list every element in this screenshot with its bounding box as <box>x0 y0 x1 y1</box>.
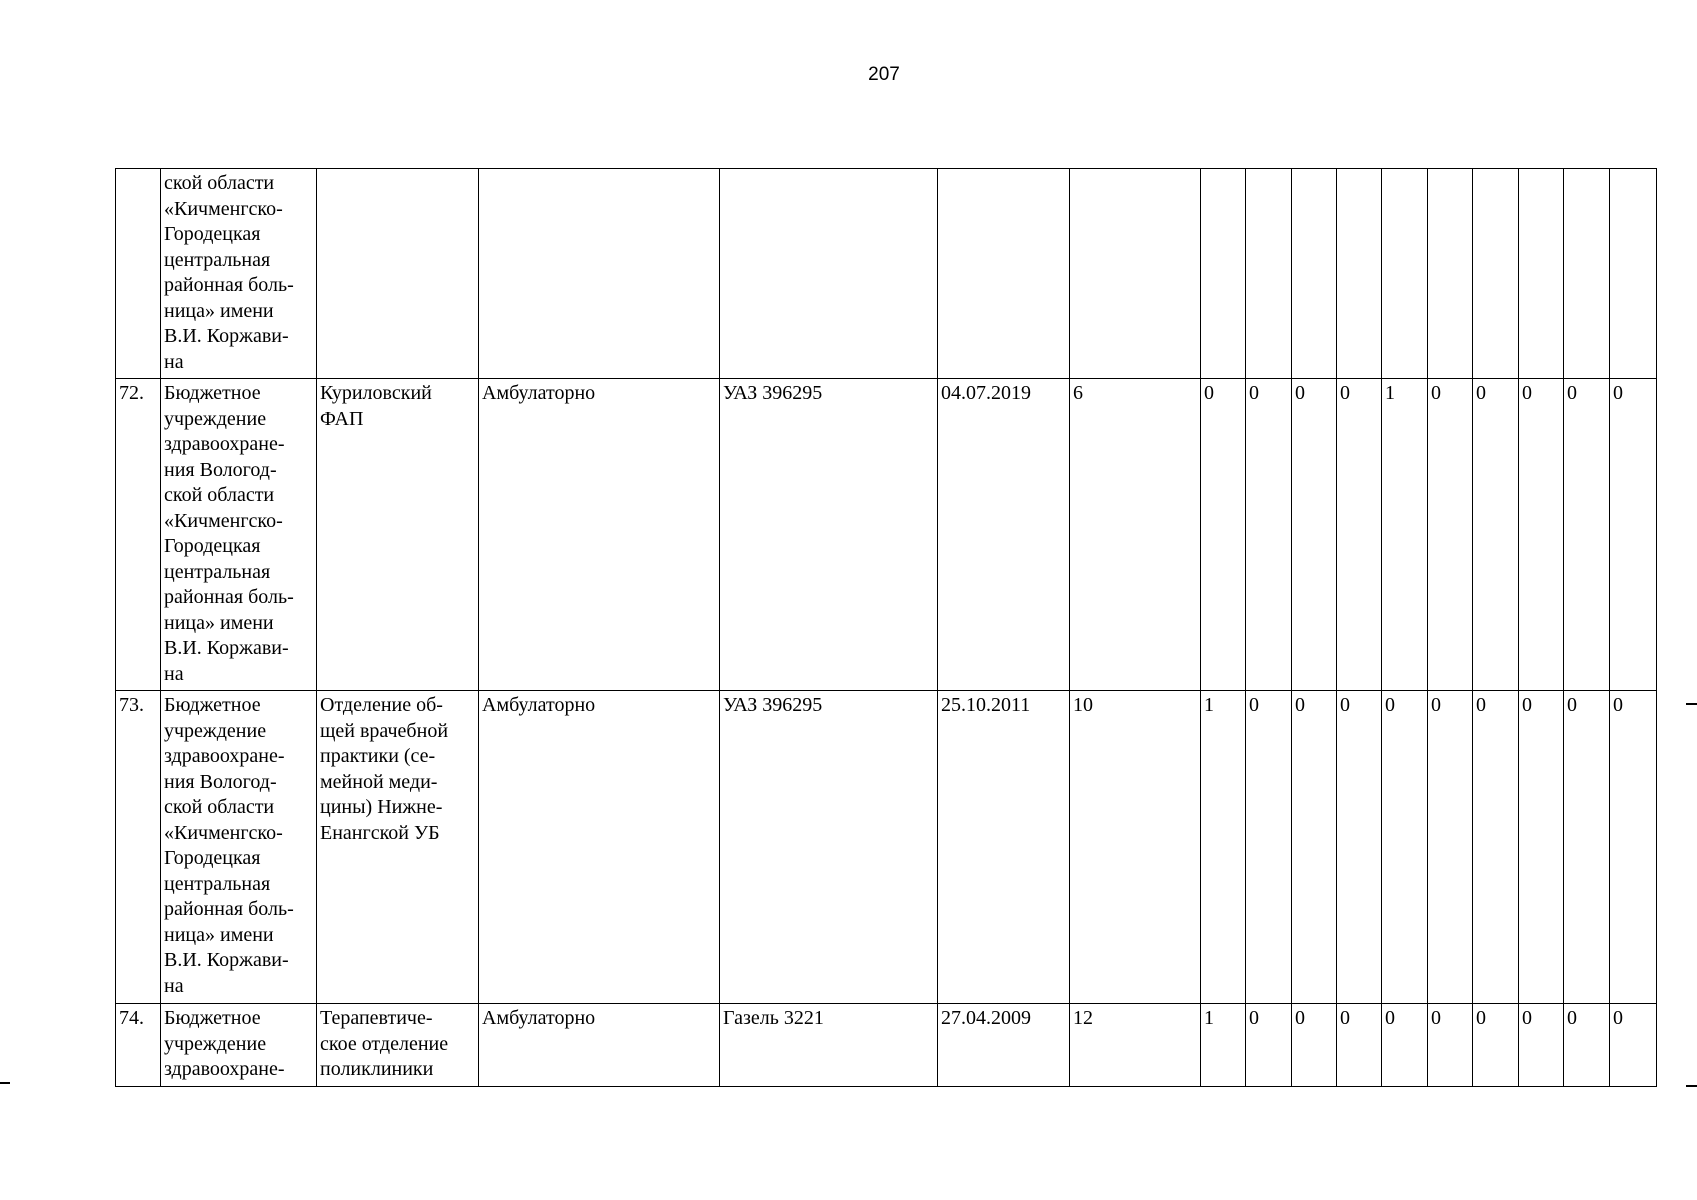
unit-cell <box>317 1004 479 1087</box>
cell-line: Бюджетное <box>164 694 261 716</box>
cell-line: ФАП <box>320 407 364 430</box>
scan-mark <box>1686 1085 1697 1087</box>
cell-line: Бюджетное <box>164 382 261 404</box>
cell-line: практики (се- <box>320 745 436 767</box>
vehicle-model-cell: УАЗ 396295 <box>720 379 938 691</box>
cell-line: Городецкая <box>164 847 261 869</box>
cell-line: ской области <box>164 484 275 506</box>
table-row <box>116 379 1657 691</box>
flag-cell: 0 <box>1564 1004 1610 1087</box>
organization-cell <box>161 691 317 1004</box>
cell-line: здравоохране- <box>164 745 285 767</box>
flag-cell: 0 <box>1428 691 1473 1004</box>
cell-line: «Кичменгско- <box>164 821 283 844</box>
cell-line: на <box>164 662 184 685</box>
flag-cell <box>1428 169 1473 379</box>
cell-line: районная боль- <box>164 274 294 296</box>
cell-line: центральная <box>164 248 271 271</box>
flag-cell: 0 <box>1564 379 1610 691</box>
scan-mark <box>0 1082 10 1084</box>
flag-cell: 1 <box>1382 379 1428 691</box>
care-type-cell <box>479 169 720 379</box>
flag-cell: 0 <box>1610 691 1657 1004</box>
years-cell <box>1070 169 1201 379</box>
cell-line: мейной меди- <box>320 770 438 793</box>
care-type-cell: Амбулаторно <box>479 1004 720 1087</box>
cell-line: цины) Нижне- <box>320 796 443 818</box>
flag-cell <box>1473 169 1519 379</box>
scan-mark <box>1686 703 1697 705</box>
table-row <box>116 691 1657 1004</box>
flag-cell: 0 <box>1610 1004 1657 1087</box>
cell-line: ница» имени <box>164 611 274 634</box>
cell-line: Терапевтиче- <box>320 1007 433 1029</box>
unit-cell <box>317 169 479 379</box>
flag-cell: 0 <box>1246 379 1292 691</box>
date-cell: 25.10.2011 <box>938 691 1070 1004</box>
cell-line: ния Вологод- <box>164 458 277 481</box>
organization-cell <box>161 379 317 691</box>
cell-line: учреждение <box>164 407 267 430</box>
flag-cell <box>1292 169 1337 379</box>
organization-cell <box>161 1004 317 1087</box>
flag-cell: 0 <box>1428 379 1473 691</box>
cell-line: Енангской УБ <box>320 821 440 844</box>
flag-cell <box>1382 169 1428 379</box>
flag-cell: 0 <box>1246 1004 1292 1087</box>
cell-line: Отделение об- <box>320 694 443 716</box>
row-number-cell: 74. <box>116 1004 161 1087</box>
flag-cell <box>1564 169 1610 379</box>
years-cell: 6 <box>1070 379 1201 691</box>
cell-line: ница» имени <box>164 923 274 946</box>
flag-cell: 0 <box>1519 691 1564 1004</box>
page-number: 207 <box>868 64 900 85</box>
cell-line: Городецкая <box>164 535 261 557</box>
vehicle-table <box>115 168 1657 1087</box>
flag-cell <box>1337 169 1382 379</box>
flag-cell: 1 <box>1201 691 1246 1004</box>
flag-cell: 0 <box>1382 691 1428 1004</box>
flag-cell <box>1519 169 1564 379</box>
flag-cell: 0 <box>1428 1004 1473 1087</box>
vehicle-model-cell: Газель 3221 <box>720 1004 938 1087</box>
years-cell: 12 <box>1070 1004 1201 1087</box>
cell-line: В.И. Коржави- <box>164 949 289 971</box>
cell-line: ское отделение <box>320 1032 449 1055</box>
cell-line: ской области <box>164 796 275 818</box>
flag-cell: 1 <box>1201 1004 1246 1087</box>
cell-line: ница» имени <box>164 299 274 322</box>
cell-line: ской области <box>164 172 275 194</box>
flag-cell: 0 <box>1337 1004 1382 1087</box>
years-cell: 10 <box>1070 691 1201 1004</box>
cell-line: Городецкая <box>164 223 261 245</box>
cell-line: поликлиники <box>320 1058 434 1080</box>
cell-line: здравоохране- <box>164 433 285 455</box>
flag-cell: 0 <box>1292 691 1337 1004</box>
table-row <box>116 169 1657 379</box>
vehicle-model-cell: УАЗ 396295 <box>720 691 938 1004</box>
cell-line: центральная <box>164 872 271 895</box>
flag-cell: 0 <box>1473 691 1519 1004</box>
unit-cell <box>317 691 479 1004</box>
cell-line: В.И. Коржави- <box>164 325 289 347</box>
date-cell: 27.04.2009 <box>938 1004 1070 1087</box>
flag-cell: 0 <box>1519 1004 1564 1087</box>
flag-cell: 0 <box>1610 379 1657 691</box>
flag-cell: 0 <box>1519 379 1564 691</box>
care-type-cell: Амбулаторно <box>479 379 720 691</box>
cell-line: районная боль- <box>164 586 294 608</box>
table-row <box>116 1004 1657 1087</box>
flag-cell <box>1246 169 1292 379</box>
flag-cell: 0 <box>1382 1004 1428 1087</box>
row-number-cell <box>116 169 161 379</box>
flag-cell <box>1201 169 1246 379</box>
flag-cell: 0 <box>1201 379 1246 691</box>
date-cell: 04.07.2019 <box>938 379 1070 691</box>
table-body <box>116 169 1657 1087</box>
cell-line: учреждение <box>164 719 267 742</box>
unit-cell <box>317 379 479 691</box>
cell-line: «Кичменгско- <box>164 509 283 532</box>
row-number-cell: 72. <box>116 379 161 691</box>
cell-line: В.И. Коржави- <box>164 637 289 659</box>
cell-line: ния Вологод- <box>164 770 277 793</box>
cell-line: «Кичменгско- <box>164 197 283 220</box>
flag-cell <box>1610 169 1657 379</box>
flag-cell: 0 <box>1564 691 1610 1004</box>
vehicle-model-cell <box>720 169 938 379</box>
organization-cell <box>161 169 317 379</box>
flag-cell: 0 <box>1292 1004 1337 1087</box>
cell-line: здравоохране- <box>164 1058 285 1080</box>
cell-line: на <box>164 350 184 373</box>
cell-line: Бюджетное <box>164 1007 261 1029</box>
cell-line: на <box>164 974 184 997</box>
row-number-cell: 73. <box>116 691 161 1004</box>
cell-line: Куриловский <box>320 382 432 404</box>
flag-cell: 0 <box>1473 1004 1519 1087</box>
flag-cell: 0 <box>1337 691 1382 1004</box>
flag-cell: 0 <box>1337 379 1382 691</box>
care-type-cell: Амбулаторно <box>479 691 720 1004</box>
cell-line: центральная <box>164 560 271 583</box>
cell-line: щей врачебной <box>320 719 449 742</box>
flag-cell: 0 <box>1246 691 1292 1004</box>
flag-cell: 0 <box>1292 379 1337 691</box>
cell-line: районная боль- <box>164 898 294 920</box>
date-cell <box>938 169 1070 379</box>
cell-line: учреждение <box>164 1032 267 1055</box>
flag-cell: 0 <box>1473 379 1519 691</box>
